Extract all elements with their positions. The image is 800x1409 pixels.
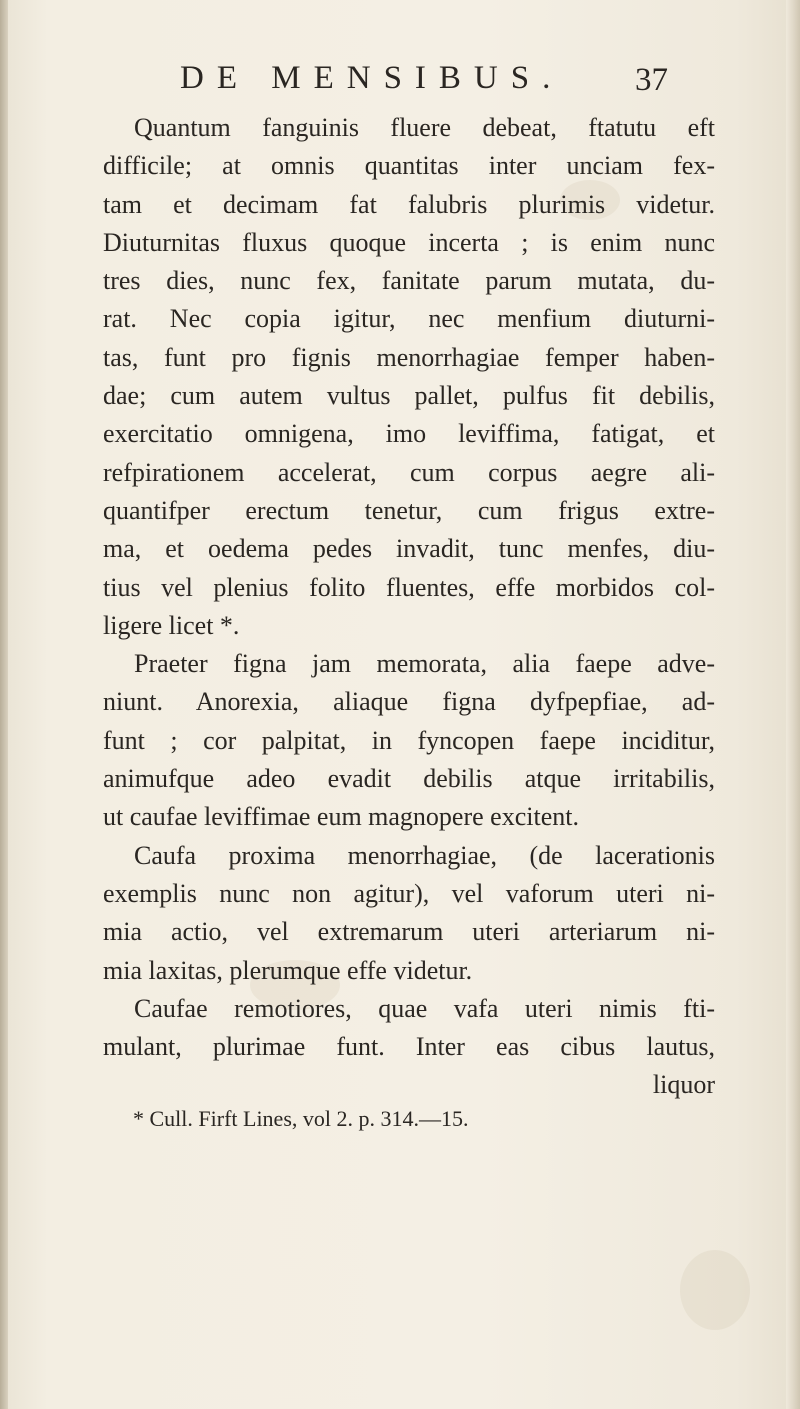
text-line: liquor	[652, 1070, 715, 1100]
text-line: refpirationem accelerat, cum corpus aegre ali-	[103, 457, 715, 487]
page-header	[180, 58, 668, 102]
text-line: mia actio, vel extremarum uteri arteriarum ni-	[103, 917, 715, 947]
paper-stain	[680, 1250, 750, 1330]
text-line: tres dies, nunc fex, fanitate parum mutata, du-	[103, 266, 715, 296]
text-line: niunt. Anorexia, aliaque figna dyfpepfiae, ad-	[103, 687, 715, 717]
footnote: * Cull. Firft Lines, vol 2. p. 314.—15.	[133, 1106, 469, 1131]
binding-edge	[0, 0, 8, 1409]
text-line: Caufae remotiores, quae vafa uteri nimis fti-	[134, 993, 715, 1023]
body-text	[103, 109, 715, 1105]
text-line: ligere licet *.	[103, 610, 240, 640]
text-line: dae; cum autem vultus pallet, pulfus fit debilis,	[103, 381, 715, 411]
text-line: Diuturnitas fluxus quoque incerta ; is enim nunc	[103, 227, 715, 257]
text-line: animufque adeo evadit debilis atque irritabilis,	[103, 764, 715, 794]
text-line: tius vel plenius folito fluentes, effe morbidos col-	[103, 572, 715, 602]
text-line: ma, et oedema pedes invadit, tunc menfes, diu-	[103, 534, 715, 564]
text-line: difficile; at omnis quantitas inter unciam fex-	[103, 151, 715, 181]
text-line: tam et decimam fat falubris plurimis videtur.	[103, 189, 715, 219]
running-head: DE MENSIBUS.	[180, 60, 564, 96]
text-line: rat. Nec copia igitur, nec menfium diuturni-	[103, 304, 715, 334]
text-line: Praeter figna jam memorata, alia faepe adve-	[134, 649, 715, 679]
text-line: Quantum fanguinis fluere debeat, ftatutu eft	[134, 113, 715, 142]
text-line: Caufa proxima menorrhagiae, (de lacerationis	[134, 840, 715, 870]
text-line: exemplis nunc non agitur), vel vaforum uteri ni-	[103, 878, 715, 908]
text-line: exercitatio omnigena, imo leviffima, fatigat, et	[103, 419, 715, 449]
text-line: mia laxitas, plerumque effe videtur.	[103, 955, 473, 985]
text-line: tas, funt pro fignis menorrhagiae femper haben-	[103, 342, 715, 372]
text-line: ut caufae leviffimae eum magnopere excitent.	[103, 802, 579, 832]
text-line: funt ; cor palpitat, in fyncopen faepe inciditur,	[103, 725, 715, 755]
page-number: 37	[635, 62, 668, 98]
text-line: quantifper erectum tenetur, cum frigus extre-	[103, 495, 715, 525]
page-edge	[786, 0, 800, 1409]
text-line: mulant, plurimae funt. Inter eas cibus lautus,	[103, 1032, 715, 1062]
